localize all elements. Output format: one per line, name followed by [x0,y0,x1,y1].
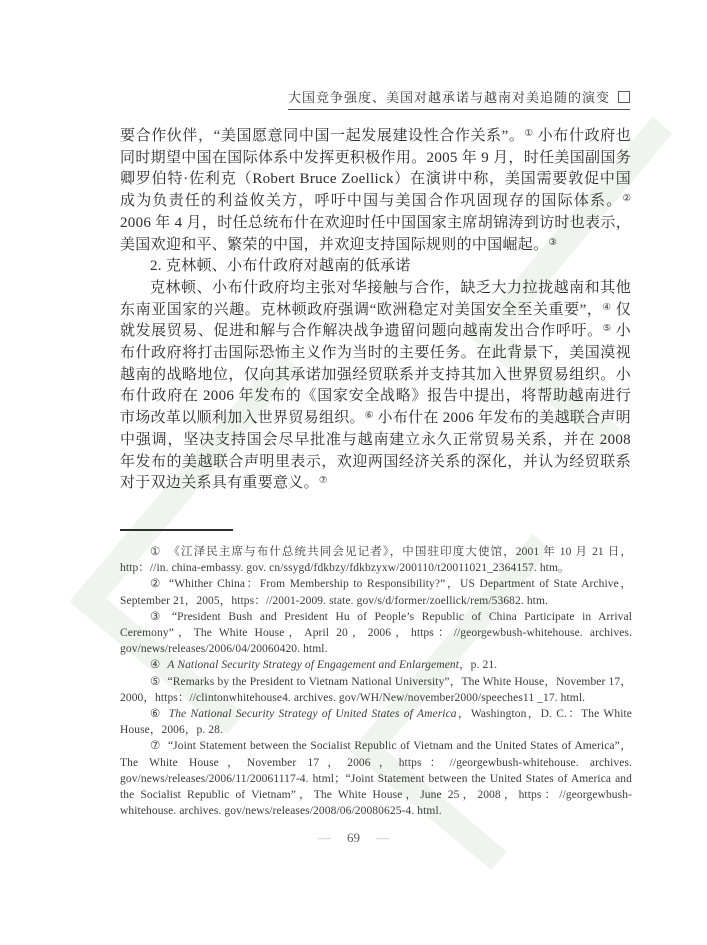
running-header [288,87,630,110]
footnote-marker: ④ [150,659,161,672]
page-footer [0,830,707,846]
footnote-marker: ② [150,578,162,591]
running-header-title: 大国竞争强度、美国对越承诺与越南对美追随的演变 [287,90,610,105]
paragraph-text: 小布什政府也同时期望中国在国际体系中发挥更积极作用。2005 年 9 月，时任美国副国务卿罗伯特·佐利克（Robert Bruce Zoellick）在演讲中称，美国需要敦促中国成为负责任的利益攸关方，呼吁中国与美国合作巩固现存的国际体系。 [120,128,631,210]
footnote-marker: ① [150,546,162,558]
footnote-text: ，Washington，D. C.：The White House，2006，p. 28. [120,708,632,737]
paragraph-text: 小布什在 2006 年发布的美越联合声明中强调，坚决支持国会尽早批准与越南建立永久正常贸易关系，并在 2008 年发布的美越联合声明里表示，欢迎两国经济关系的深化，并认为经贸联系对于双边关系具有重要意义。 [120,410,631,492]
footnote-book-title: The National Security Strategy of United States of America [168,708,457,721]
footnote-marker: ⑤ [150,675,161,688]
footnote-marker: ③ [150,610,165,623]
footnote [120,706,632,738]
footer-dash-right: — [376,830,389,845]
footnotes [120,544,632,819]
footnote-marker: ⑦ [150,740,161,753]
footnote [120,609,632,658]
paragraph-text: 要合作伙伴，“美国愿意同中国一起发展建设性合作关系”。 [120,128,525,144]
footnote [120,544,632,576]
body-text [120,126,631,495]
paragraph-text: 2006 年 4 月，时任总统布什在欢迎时任中国国家主席胡锦涛到访时也表示，美国欢迎和平、繁荣的中国，并欢迎支持国际规则的中国崛起。 [120,214,631,253]
footnote-ref-1: ① [524,129,534,139]
subsection-heading: 2. 克林顿、小布什政府对越南的低承诺 [150,258,411,275]
footnote-book-title: A National Security Strategy of Engagement and Enlargement [167,659,460,672]
footer-dash-left: — [318,830,331,845]
footnote-text: “President Bush and President Hu of People’s Republic of China Participate in Arrival Ceremony”，The White House，April 20，2006，https：//georgewbush-whitehouse. archives. gov/news/releases/2006/04/20060420. html. [120,610,632,656]
footnote-text: “Joint Statement between the Socialist Republic of Vietnam and the United States of America”，The White House，November 17，2006，https：//georgewbush-whitehouse. archives. gov/news/releases/2006/11/20061117-4. html；“Joint Statement between the United States of America and the Socialist Republic of Vietnam”，The White House，June 25，2008，https：//georgewbush-whitehouse. archives. gov/news/releases/2008/06/20080625-4. html. [120,740,632,818]
paragraph-text: 克林顿、小布什政府均主张对华接触与合作，缺乏大力拉拢越南和其他东南亚国家的兴趣。克林顿政府强调“欧洲稳定对美国安全至关重要”， [120,279,631,318]
footnote [120,576,632,608]
footnote-ref-3: ③ [548,237,557,248]
footnote-text: “Remarks by the President to Vietnam National University”，The White House，November 17，2000，https：//clintonwhitehouse4. archives. gov/WH/New/november2000/speeches11 _17. html. [120,675,632,704]
footnote-text: 《江泽民主席与布什总统共同会见记者》，中国驻印度大使馆，2001 年 10 月 21 日，http：//in. china-embassy. gov. cn/ssygd/fdkbzy/fdkbzyxw/200110/t20011021_2364157. htm。 [120,546,632,575]
footnote [120,657,632,673]
footnote-ref-2: ② [622,194,631,205]
footnote-ref-5: ⑤ [602,324,612,335]
paragraph-continuation [120,126,631,256]
paragraph-text: 仅就发展贸易、促进和解与合作解决战争遗留问题向越南发出合作呼吁。 [120,301,631,340]
footnote [120,738,632,819]
footnote-separator [120,529,233,531]
footnote-text: “Whither China：From Membership to Responsibility?”，US Department of State Archive，September 21，2005，https：//2001-2009. state. gov/s/d/former/zoellick/rem/53682. htm. [120,578,632,607]
page-number: 69 [347,830,360,845]
footnote-text: ，p. 21. [459,659,498,672]
footnote-ref-7: ⑦ [318,476,328,487]
footnote [120,674,632,706]
footnote-ref-4: ④ [602,302,612,313]
paragraph-text: 小布什政府将打击国际恐怖主义作为当时的主要任务。在此背景下，美国漠视越南的战略地位，仅向其承诺加强经贸联系并支持其加入世界贸易组织。小布什政府在 2006 年发布的《国家安全战略》报告中提出，将帮助越南进行市场改革以顺利加入世界贸易组织。 [120,323,631,427]
running-header-underline [288,87,630,110]
footnote-ref-6: ⑥ [364,411,374,422]
section-end-box-icon [618,91,630,103]
paragraph [120,278,631,495]
footnote-marker: ⑥ [150,708,162,721]
